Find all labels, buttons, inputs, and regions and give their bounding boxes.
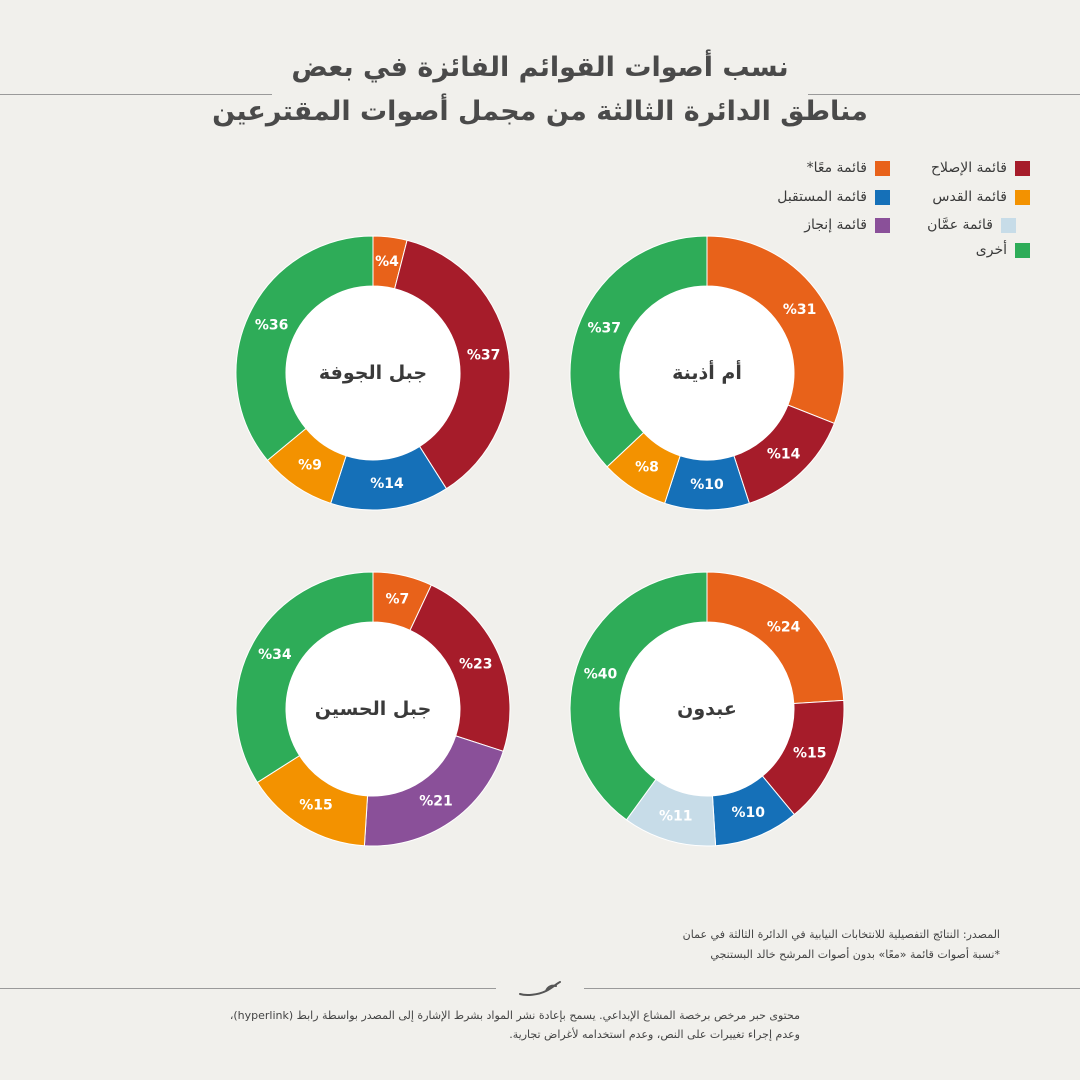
legend-label-quds: قائمة القدس — [932, 189, 1007, 205]
legend-label-other: أخرى — [975, 242, 1007, 258]
donut-3-label-maan: %7 — [385, 591, 410, 608]
chart-title-line2: مناطق الدائرة الثالثة من مجمل أصوات المقترعين — [212, 96, 868, 127]
legend-label-islah: قائمة الإصلاح — [930, 160, 1007, 176]
donut-0-label-other: %37 — [587, 320, 621, 337]
donut-2-label-islah: %15 — [793, 745, 827, 762]
footer-divider-right — [584, 988, 1080, 989]
donut-3-label-other: %34 — [258, 647, 292, 664]
footnote: *نسبة أصوات قائمة «معًا» بدون أصوات المرشح خالد البستنجي — [710, 948, 1000, 961]
donut-1-label-islah: %37 — [466, 347, 501, 364]
brand-logo — [516, 976, 564, 1000]
donut-1-label-other: %36 — [254, 317, 289, 334]
donut-2-label-maan: %24 — [766, 619, 801, 636]
donut-1-label-quds: %9 — [298, 457, 322, 474]
donut-2-label-amman: %11 — [658, 808, 693, 825]
donut-0-label-islah: %14 — [766, 446, 801, 463]
legend-label-injaz: قائمة إنجاز — [804, 217, 867, 233]
donut-0-label-mustaqbal: %10 — [690, 477, 724, 493]
donut-3-label-islah: %23 — [459, 656, 493, 673]
legend-label-mustaqbal: قائمة المستقبل — [777, 189, 867, 205]
donut-0-title: أم أذينة — [672, 362, 742, 384]
donut-2-label-mustaqbal: %10 — [731, 805, 765, 822]
license-line2: وعدم إجراء تغييرات على النص، وعدم استخدامه لأغراض تجارية. — [509, 1028, 800, 1041]
donut-0-label-maan: %31 — [782, 302, 817, 319]
donut-1-title: جبل الجوفة — [318, 362, 428, 384]
donut-3-label-injaz: %21 — [419, 793, 453, 810]
donut-2-label-other: %40 — [583, 666, 618, 683]
legend-label-maan: قائمة معًا* — [806, 160, 867, 176]
source-note: المصدر: النتائج التفصيلية للانتخابات النيابية في الدائرة الثالثة في عمان — [682, 928, 1000, 941]
donut-1-label-mustaqbal: %14 — [370, 476, 404, 493]
donut-3-title: جبل الحسين — [314, 698, 432, 720]
license-line1: محتوى حبر مرخص برخصة المشاع الإبداعي. يسمح بإعادة نشر المواد بشرط الإشارة إلى المصدر بواسطة رابط (hyperlink)، — [229, 1009, 800, 1022]
donut-1-label-maan: %4 — [375, 253, 399, 270]
donut-3-label-quds: %15 — [299, 797, 333, 814]
donut-2-title: عبدون — [677, 698, 737, 720]
donut-0-label-quds: %8 — [635, 459, 659, 476]
chart-title-line1: نسب أصوات القوائم الفائزة في بعض — [291, 52, 789, 83]
legend-label-amman: قائمة عمَّان — [927, 217, 993, 233]
footer-divider-left — [0, 988, 496, 989]
